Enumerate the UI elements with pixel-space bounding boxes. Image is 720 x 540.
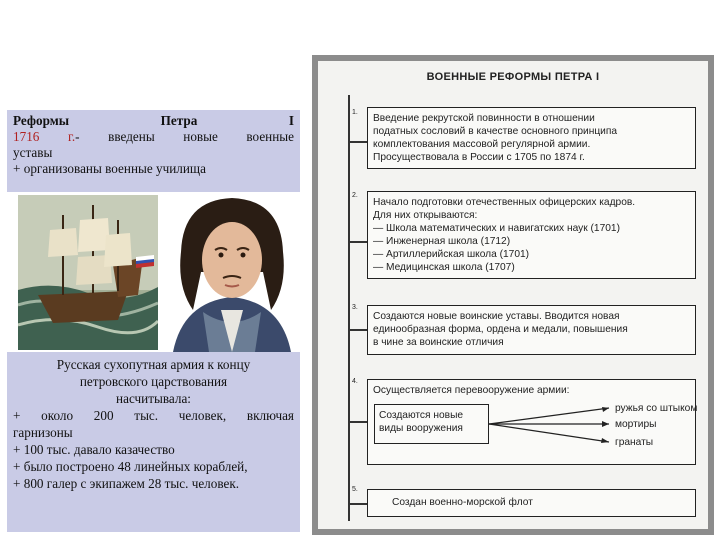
new-weapons-box: [374, 404, 489, 444]
reform-line: единообразная форма, ордена и медали, повышения: [373, 324, 628, 335]
reform-line: — Школа математических и навигатских наук (1701): [373, 223, 620, 234]
military-reforms-panel: [312, 55, 714, 535]
army-item-2: + 100 тыс. давало казачество: [13, 442, 175, 457]
reform-line: — Инженерная школа (1712): [373, 236, 511, 247]
reform-number: 4.: [352, 378, 358, 385]
summary-year: 1716 г.: [13, 129, 76, 144]
reform-number: 3.: [352, 304, 358, 311]
reform-4-box: [367, 379, 696, 465]
weapon-item: мортиры: [615, 419, 657, 430]
reform-3-box: [367, 305, 696, 355]
summary-line3: + организованы военные училища: [13, 161, 206, 176]
reform-line: Создан военно-морской флот: [392, 497, 533, 508]
reform-line: — Медицинская школа (1707): [373, 262, 515, 273]
sailing-ship-painting: [18, 195, 158, 350]
reform-number: 5.: [352, 486, 358, 493]
reform-line: Для них открываются:: [373, 210, 478, 221]
new-weapons-line: Создаются новые: [379, 410, 464, 421]
reform-line: Введение рекрутской повинности в отношении: [373, 113, 595, 124]
army-heading-2: петровского царствования: [79, 374, 228, 389]
reform-line: Создаются новые воинские уставы. Вводится новая: [373, 311, 620, 322]
army-item-3: + было построено 48 линейных кораблей,: [13, 459, 248, 474]
army-item-1-line-1: + около 200 тыс. человек, включая: [13, 408, 294, 423]
reform-5-box: [367, 489, 696, 517]
weapons-arrows: [489, 402, 614, 462]
army-stats-box: [7, 352, 300, 532]
military-reforms-diagram: [318, 61, 708, 529]
reform-line: податных сословий в качестве основного принципа: [373, 126, 618, 137]
reform-connector: [348, 141, 367, 143]
reform-connector: [348, 503, 367, 505]
summary-line2: уставы: [13, 145, 53, 160]
summary-line1: - введены новые военные: [75, 129, 294, 144]
weapon-item: ружья со штыком: [615, 403, 698, 414]
new-weapons-line: виды вооружения: [379, 423, 463, 434]
reform-number: 2.: [352, 192, 358, 199]
reform-line: Просуществовала в России с 1705 по 1874 г.: [373, 152, 585, 163]
diagram-title: ВОЕННЫЕ РЕФОРМЫ ПЕТРА I: [426, 71, 600, 83]
army-heading-1: Русская сухопутная армия к концу: [56, 357, 251, 372]
diagram-spine: [348, 95, 350, 521]
reform-1-box: [367, 107, 696, 169]
reform-2-box: [367, 191, 696, 279]
reform-line: Осуществляется перевооружение армии:: [373, 385, 570, 396]
reform-connector: [348, 241, 367, 243]
peter-portrait: [163, 192, 301, 352]
summary-title: Реформы Петра I: [13, 113, 294, 128]
army-heading-3: насчитывала:: [116, 391, 191, 406]
army-item-4: + 800 галер с экипажем 28 тыс. человек.: [13, 476, 240, 491]
reform-line: Начало подготовки отечественных офицерских кадров.: [373, 197, 636, 208]
reform-number: 1.: [352, 109, 358, 116]
reform-connector: [348, 421, 367, 423]
weapon-item: гранаты: [615, 437, 654, 448]
reform-connector: [348, 329, 367, 331]
reforms-summary-box: [7, 110, 300, 192]
reform-line: — Артиллерийская школа (1701): [373, 249, 530, 260]
reform-line: в чине за воинские отличия: [373, 337, 504, 348]
army-item-1-line-2: гарнизоны: [13, 425, 73, 440]
reform-line: комплектования массовой регулярной армии.: [373, 139, 591, 150]
